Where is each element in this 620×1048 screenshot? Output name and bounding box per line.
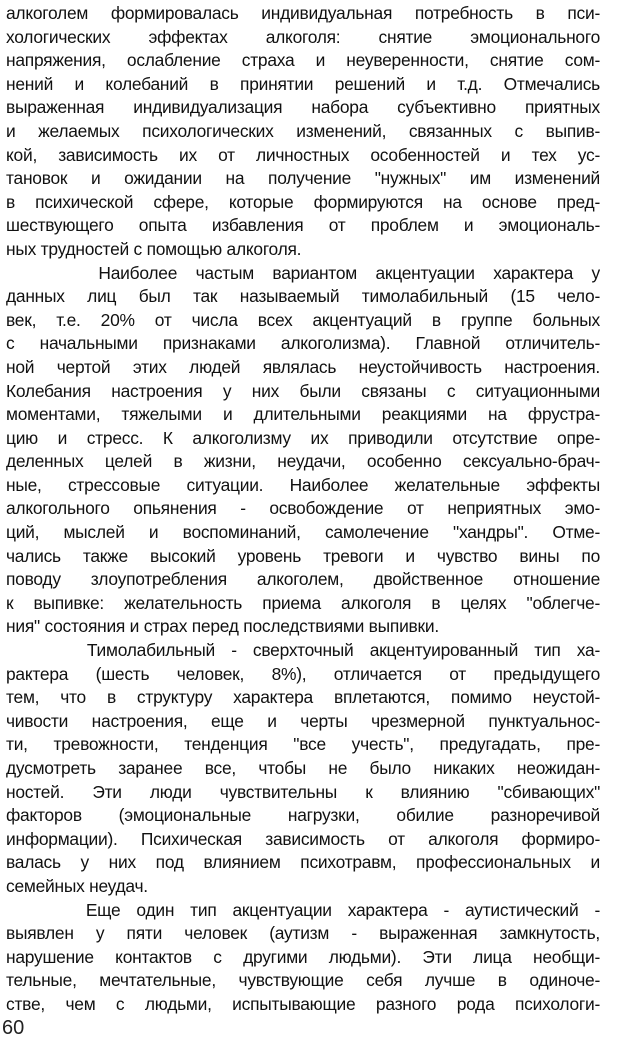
text-line: выраженная индивидуализация набора субъективно приятных: [6, 97, 600, 118]
text-line: и желаемых психологических изменений, связанных с выпив-: [6, 120, 600, 141]
text-line: нений и колебаний в принятии решений и т.д. Отмечались: [6, 73, 600, 94]
text-line: Тимолабильный - сверхточный акцентуированный тип ха-: [6, 640, 600, 661]
text-line: Еще один тип акцентуации характера - аутистический -: [6, 899, 600, 920]
text-line: факторов (эмоциональные нагрузки, обилие разноречивой: [6, 805, 600, 826]
text-line: нарушение контактов с другими людьми). Эти лица необщи-: [6, 946, 600, 967]
text-line: тем, что в структуру характера вплетаются, помимо неустой-: [6, 687, 600, 708]
text-line: ния" состояния и страх перед последствиями выпивки.: [6, 616, 439, 637]
text-line: информации). Психическая зависимость от алкоголя формиро-: [6, 828, 600, 849]
text-line: чались также высокий уровень тревоги и чувство вины по: [6, 545, 600, 566]
text-line: семейных неудач.: [6, 875, 148, 896]
text-line: век, т.е. 20% от числа всех акцентуаций в группе больных: [6, 309, 600, 330]
text-line: тельные, мечтательные, чувствующие себя лучше в одиноче-: [6, 970, 600, 991]
text-line: алкоголем формировалась индивидуальная потребность в пси-: [6, 3, 600, 23]
text-line: алкогольного опьянения - освобождение от неприятных эмо-: [6, 498, 600, 519]
text-line: напряжения, ослабление страха и неуверенности, снятие сом-: [6, 50, 600, 71]
text-line: ций, мыслей и воспоминаний, самолечение "хандры". Отме-: [6, 522, 600, 543]
text-line: шествующего опыта избавления от проблем и эмоциональ-: [6, 215, 600, 236]
text-line: дусмотреть заранее все, чтобы не было никаких неожидан-: [6, 758, 600, 778]
text-line: ные, стрессовые ситуации. Наиболее желательные эффекты: [6, 474, 600, 495]
text-line: валась у них под влиянием психотравм, профессиональных и: [6, 852, 600, 873]
text-line: деленных целей в жизни, неудачи, особенно сексуально-брач-: [6, 451, 600, 472]
text-line: Колебания настроения у них были связаны с ситуационными: [6, 380, 600, 401]
text-line: выявлен у пяти человек (аутизм - выраженная замкнутость,: [6, 923, 600, 944]
text-line: ти, тревожности, тенденция "все учесть", предугадать, пре-: [6, 734, 600, 755]
body-text: [6, 2, 600, 1017]
text-line: чивости настроения, еще и черты чрезмерной пунктуальнос-: [6, 710, 600, 731]
text-line: моментами, тяжелыми и длительными реакциями на фрустра-: [6, 404, 600, 425]
text-line: хологических эффектах алкоголя: снятие эмоционального: [6, 26, 600, 47]
text-line: кой, зависимость их от личностных особенностей и тех ус-: [6, 144, 600, 165]
text-line: цию и стресс. К алкоголизму их приводили отсутствие опре-: [6, 427, 600, 448]
page-number: 60: [2, 1017, 25, 1039]
text-line: ностей. Эти люди чувствительны к влиянию "сбивающих": [6, 781, 600, 802]
text-line: поводу злоупотребления алкоголем, двойственное отношение: [6, 569, 600, 590]
text-line: рактера (шесть человек, 8%), отличается от предыдущего: [6, 663, 600, 684]
text-line: с начальными признаками алкоголизма). Главной отличитель-: [6, 333, 600, 354]
text-line: ных трудностей с помощью алкоголя.: [6, 238, 302, 259]
text-line: к выпивке: желательность приема алкоголя в целях "облегче-: [6, 592, 600, 613]
text-line: Наиболее частым вариантом акцентуации характера у: [6, 262, 600, 283]
text-line: тановок и ожидании на получение "нужных" им изменений: [6, 168, 600, 189]
text-line: стве, чем с людьми, испытывающие разного рода психологи-: [6, 993, 600, 1014]
text-line: в психической сфере, которые формируются на основе пред-: [6, 191, 600, 212]
text-line: данных лиц был так называемый тимолабильный (15 чело-: [6, 286, 600, 307]
text-line: ной чертой этих людей являлась неустойчивость настроения.: [6, 356, 600, 377]
